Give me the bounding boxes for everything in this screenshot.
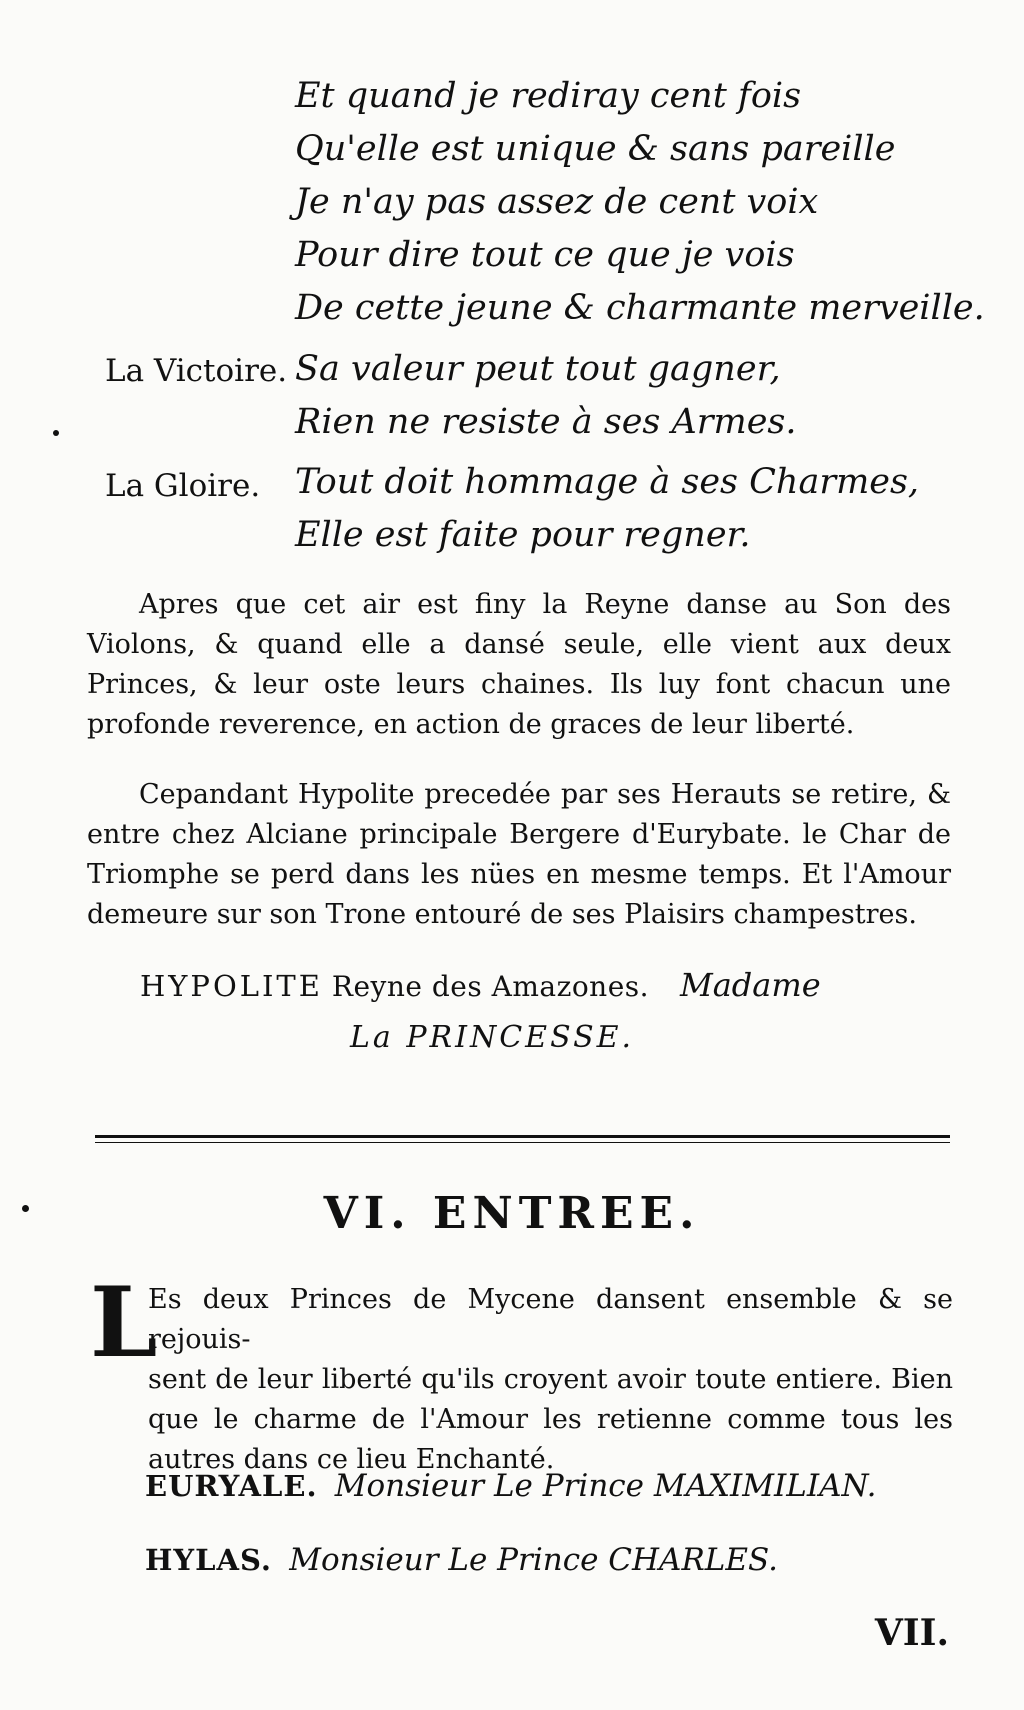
cast-dancer-continued: La PRINCESSE.: [350, 1020, 635, 1055]
verse-line: Rien ne resiste à ses Armes.: [295, 402, 797, 442]
verse-line: Sa valeur peut tout gagner,: [295, 349, 781, 389]
cast-role: HYPOLITE: [140, 969, 323, 1003]
verse-line: Qu'elle est unique & sans pareille: [295, 129, 896, 169]
catchword: VII.: [874, 1612, 949, 1654]
verse-line: Et quand je rediray cent fois: [295, 76, 802, 116]
verse-line: Elle est faite pour regner.: [295, 515, 751, 555]
verse-line: De cette jeune & charmante merveille.: [295, 288, 985, 328]
cast-role: EURYALE.: [145, 1469, 318, 1503]
stage-direction-paragraph: Apres que cet air est finy la Reyne danse au Son des Violons, & quand elle a dansé seule, elle vient aux deux Princes, & leur oste leurs chaines. Ils luy font chacun une profonde reverence, en action de graces de leur liberté.: [87, 589, 951, 740]
entry-body: sent de leur liberté qu'ils croyent avoir toute entiere. Bien que le charme de l'Amour les retienne comme tous les autres dans ce lieu Enchanté.: [148, 1364, 953, 1475]
entry-first-line: Es deux Princes de Mycene dansent ensemble & se rejouis-: [148, 1284, 953, 1355]
cast-entry-euryale: [145, 1468, 877, 1504]
cast-dancer: Monsieur Le Prince MAXIMILIAN.: [334, 1468, 877, 1504]
victoire-verse: [295, 343, 797, 449]
ink-speck: [53, 430, 59, 436]
section-divider: [95, 1135, 950, 1138]
gloire-verse: [295, 456, 919, 562]
entry-heading: VI. ENTREE.: [323, 1188, 701, 1239]
entry-paragraph: [93, 1280, 953, 1480]
verse-line: Pour dire tout ce que je vois: [295, 235, 795, 275]
verse-line: Je n'ay pas assez de cent voix: [295, 182, 819, 222]
verse-line: Tout doit hommage à ses Charmes,: [295, 462, 920, 502]
stage-direction-paragraph: Cepandant Hypolite precedée par ses Herauts se retire, & entre chez Alciane principale Bergere d'Eurybate. le Char de Triomphe se perd dans les nües en mesme temps. Et l'Amour demeure sur son Trone entouré de ses Plaisirs champestres.: [87, 779, 951, 930]
cast-description: Reyne des Amazones.: [331, 970, 650, 1003]
section-divider-thin: [95, 1142, 950, 1143]
ink-speck: [22, 1205, 29, 1212]
cast-role: HYLAS.: [145, 1543, 272, 1577]
cast-entry-hylas: [145, 1542, 778, 1578]
cast-entry-hypolite: [140, 966, 821, 1004]
drop-cap: L: [90, 1266, 158, 1379]
cast-dancer: Madame: [679, 966, 821, 1004]
speaker-gloire: La Gloire.: [105, 468, 261, 504]
cast-dancer: Monsieur Le Prince CHARLES.: [289, 1542, 778, 1578]
speaker-victoire: La Victoire.: [105, 353, 288, 389]
verse-stanza: [295, 70, 985, 335]
